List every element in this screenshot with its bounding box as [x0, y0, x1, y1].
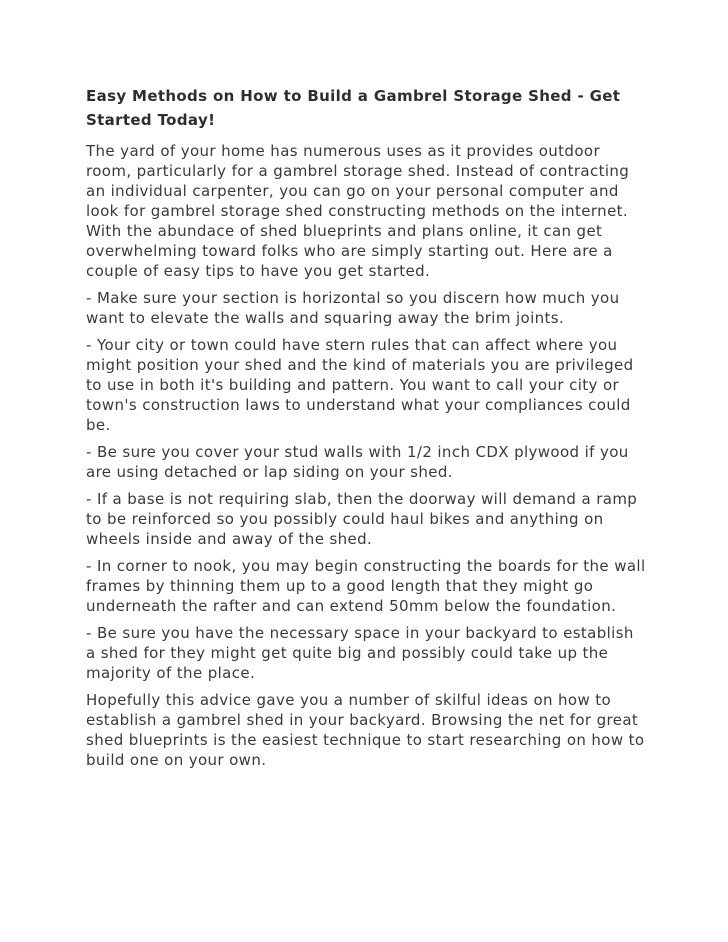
document-title: Easy Methods on How to Build a Gambrel Storage Shed - Get Started Today!: [86, 87, 621, 129]
paragraph-tip-plywood: - Be sure you cover your stud walls with 1/2 inch CDX plywood if you are using detached or lap siding on your shed.: [86, 443, 629, 481]
paragraph-tip-local-rules: - Your city or town could have stern rules that can affect where you might position your shed and the kind of materials you are privileged to use in both it's building and pattern. You want to call your city or town's construction laws to understand what your compliances could be.: [86, 336, 634, 434]
paragraph-conclusion: Hopefully this advice gave you a number of skilful ideas on how to establish a gambrel shed in your backyard. Browsing the net for great shed blueprints is the easiest technique to start researching on how to build one on your own.: [86, 691, 645, 769]
paragraph-tip-wall-frames: - In corner to nook, you may begin constructing the boards for the wall frames by thinning them up to a good length that they might go underneath the rafter and can extend 50mm below the foundation.: [86, 557, 646, 615]
paragraph-tip-ramp: - If a base is not requiring slab, then the doorway will demand a ramp to be reinforced so you possibly could haul bikes and anything on wheels inside and away of the shed.: [86, 490, 638, 548]
paragraph-tip-level-section: - Make sure your section is horizontal so you discern how much you want to elevate the walls and squaring away the brim joints.: [86, 289, 620, 327]
paragraph-intro: The yard of your home has numerous uses as it provides outdoor room, particularly for a gambrel storage shed. Instead of contracting an individual carpenter, you can go on your personal computer and look for gambrel storage shed constructing methods on the internet. With the abundace of shed blueprints and plans online, it can get overwhelming toward folks who are simply starting out. Here are a couple of easy tips to have you get started.: [86, 142, 630, 280]
document-page: [86, 84, 646, 777]
paragraph-tip-space: - Be sure you have the necessary space in your backyard to establish a shed for they might get quite big and possibly could take up the majority of the place.: [86, 624, 634, 682]
